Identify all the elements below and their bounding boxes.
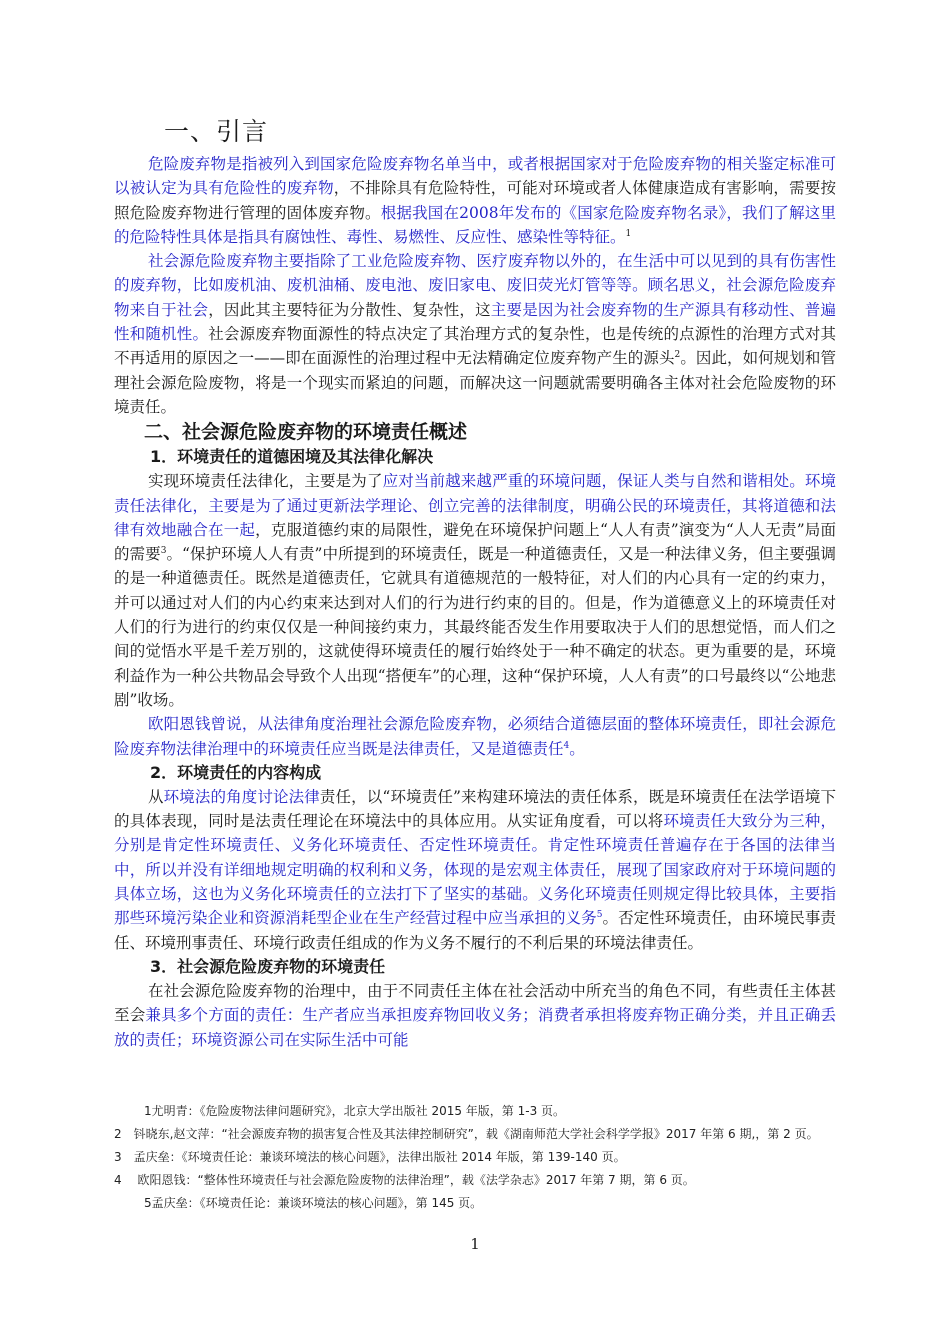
text-highlight: 环境责任大致分为三种，分别是肯定性环境责任、义务化环境责任、否定性环境责任。肯定性环境责任普遍存在于各国的法律当中，所以并没有详细地规定明确的权利和义务，体现的是宏观主体责任，展现了国家政府对于环境问题的具体立场，这也为义务化环境责任的立法打下了坚实的基础。义务化环境责任则规定得比较具体，主要指那些环境污染企业和资源消耗型企业在生产经营过程中应当承担的义务 [114,812,836,928]
text-run: 实现环境责任法律化，主要是为了 [148,472,383,491]
heading-section-2: 二、社会源危险废弃物的环境责任概述 [144,421,468,444]
text-highlight: 。 [569,739,585,758]
text-highlight: 环境法的角度讨论法律 [163,787,320,806]
text-highlight: 社会源危险废弃物主要指除了工业危险废弃物、医疗废弃物以外的，在生活中可以见到的具有伤害性的废弃物，比如废机油、废机油桶、废电池、废旧家电、废旧荧光灯管等等。顾名思义，社会源危险废弃物来自于社会 [114,252,836,319]
section1-paragraph-2 [114,712,836,761]
document-body [114,116,836,1052]
subheading-2: 2．环境责任的内容构成 [150,762,322,782]
text-run: 从 [148,787,164,806]
footnotes [114,1103,854,1218]
text-run: 在社会源危险废弃物的治理中，由于不同责任主体在社会活动中所充当的角色不同，有些责任主体甚至会 [114,981,836,1025]
heading-introduction: 一、引言 [164,117,269,146]
footnote-1: 1尤明青：《危险废物法律问题研究》，北京大学出版社 2015 年版，第 1-3 页。 [144,1104,566,1118]
subheading-3: 3．社会源危险废弃物的环境责任 [150,956,386,976]
footnote-3: 3 孟庆垒：《环境责任论：兼谈环境法的核心问题》，法律出版社 2014 年版，第 139-140 页。 [114,1150,626,1164]
text-run: 。因此，如何规划和管理社会源危险废物，将是一个现实而紧迫的问题，而解决这一问题就需要明确各主体对社会危险废物的环境责任。 [114,349,836,416]
page-number: 1 [470,1235,480,1253]
footnote-ref[interactable]: 4 [563,740,570,751]
section2-paragraph-1 [114,785,836,955]
text-run: ，因此其主要特征为分散性、复杂性，这 [208,300,491,319]
text-run: 。否定性环境责任，由环境民事责任、环境刑事责任、环境行政责任组成的作为义务不履行的不利后果的环境法律责任。 [114,909,836,952]
footnote-ref[interactable]: 2 [674,350,681,361]
footnote-ref[interactable]: 3 [160,546,167,556]
text-run: 社会源废弃物面源性的特点决定了其治理方式的复杂性，也是传统的点源性的治理方式对其不再适用的原因之一——即在面源性的治理过程中无法精确定位废弃物产生的源头 [114,325,836,368]
footnote-2: 2 钭晓东,赵文萍：“社会源废弃物的损害复合性及其法律控制研究”，载《湖南师范大学社会科学学报》2017 年第 6 期,，第 2 页。 [114,1127,819,1141]
footnote-5: 5孟庆垒：《环境责任论：兼谈环境法的核心问题》，第 145 页。 [144,1196,483,1210]
section1-paragraph-1 [114,469,836,712]
subheading-1: 1．环境责任的道德困境及其法律化解决 [150,447,434,467]
footnote-4: 4 欧阳恩钱：“整体性环境责任与社会源危险废物的法律治理”，载《法学杂志》2017 年第 7 期，第 6 页。 [114,1173,695,1187]
text-highlight: 主要是因为社会废弃物的生产源具有移动性、普遍性和随机性。 [114,300,836,344]
section3-paragraph-1 [114,979,836,1052]
footnote-ref[interactable]: 5 [596,910,603,921]
text-run: ，不排除具有危险特性，可能对环境或者人体健康造成有害影响，需要按照危险废弃物进行管理的固体废弃物。 [114,179,836,222]
text-run: ，克服道德约束的局限性，避免在环境保护问题上“人人有责”演变为“人人无责”局面的需要 [114,520,836,564]
text-highlight: 根据我国在2008年发布的《国家危险废弃物名录》，我们了解这里的危险特性具体是指具有腐蚀性、毒性、易燃性、反应性、感染性等特征。 [114,203,836,246]
footnote-ref[interactable]: 1 [625,228,632,239]
intro-paragraph-1 [114,152,836,249]
text-run: 责任，以“环境责任”来构建环境法的责任体系，既是环境责任在法学语境下的具体表现，同时是法责任理论在环境法中的具体应用。从实证角度看，可以将 [114,787,836,831]
intro-paragraph-2 [114,249,836,419]
text-highlight: 兼具多个方面的责任：生产者应当承担废弃物回收义务；消费者承担将废弃物正确分类，并且正确丢放的责任；环境资源公司在实际生活中可能 [114,1006,836,1049]
text-run: 。“保护环境人人有责”中所提到的环境责任，既是一种道德责任，又是一种法律义务，但主要强调的是一种道德责任。既然是道德责任，它就具有道德规范的一般特征，对人们的内心具有一定的约束力，并可以通过对人们的内心约束来达到对人们的行为进行约束的目的。但是，作为道德意义上的环境责任对人们的行为进行的约束仅仅是一种间接约束力，其最终能否发生作用要取决于人们的思想觉悟，而人们之间的觉悟水平是千差万别的，这就使得环境责任的履行始终处于一种不确定的状态。更为重要的是，环境利益作为一种公共物品会导致个人出现“搭便车”的心理，这种“保护环境，人人有责”的口号最终以“公地悲剧”收场。 [114,545,836,709]
text-highlight: 危险废弃物是指被列入到国家危险废弃物名单当中，或者根据国家对于危险废弃物的相关鉴定标准可以被认定为具有危险性的废弃物 [114,155,836,198]
text-highlight: 欧阳恩钱曾说，从法律角度治理社会源危险废弃物，必须结合道德层面的整体环境责任，即社会源危险废弃物法律治理中的环境责任应当既是法律责任，又是道德责任 [114,715,836,758]
text-highlight: 应对当前越来越严重的环境问题，保证人类与自然和谐相处。环境责任法律化，主要是为了通过更新法学理论、创立完善的法律制度，明确公民的环境责任，其将道德和法律有效地融合在一起 [114,472,836,539]
